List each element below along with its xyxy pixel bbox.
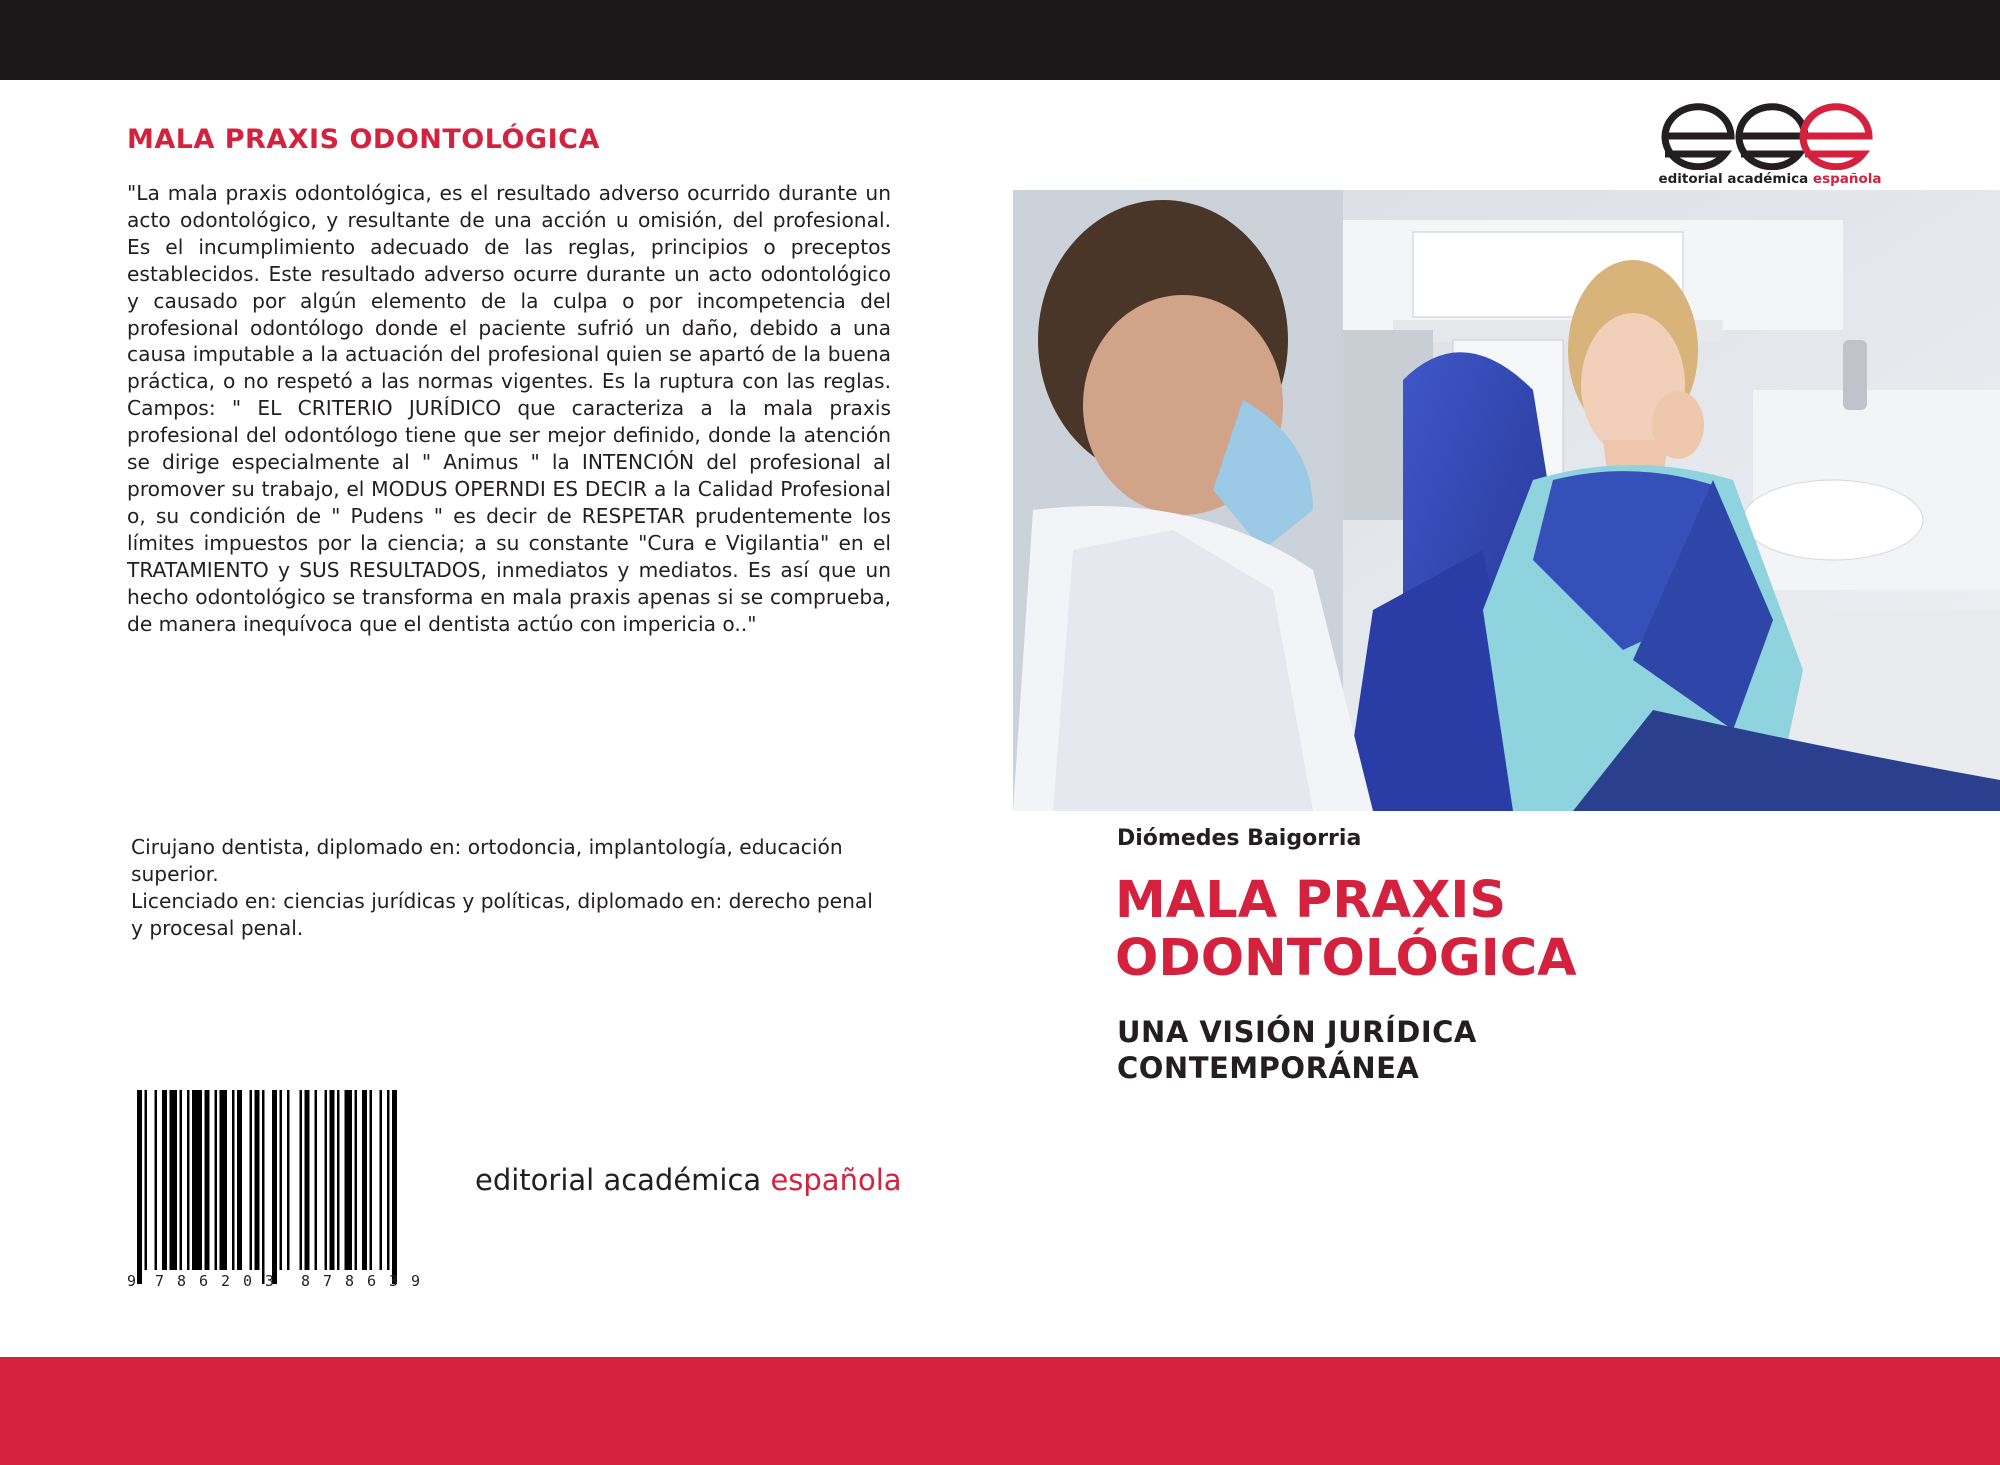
barcode-bar	[345, 1090, 353, 1270]
barcode-bar	[287, 1090, 290, 1270]
barcode-digit: 9	[411, 1272, 421, 1290]
barcode-digit: 2	[221, 1272, 231, 1290]
barcode-bar	[215, 1090, 218, 1270]
barcode-bar	[187, 1090, 190, 1270]
barcode-bar	[170, 1090, 178, 1270]
logo-caption-accent: española	[1812, 171, 1882, 187]
logo-caption	[1655, 171, 1885, 187]
barcode-digit: 0	[243, 1272, 253, 1290]
barcode-bar	[162, 1090, 167, 1270]
barcode-digit: 8	[177, 1272, 187, 1290]
barcode-digit: 8	[301, 1272, 311, 1290]
author-bio-line: Cirujano dentista, diplomado en: ortodoncia, implantología, educación superior.	[131, 835, 843, 886]
back-cover-blurb: "La mala praxis odontológica, es el resultado adverso ocurrido durante un acto odontológico, y resultante de una acción u omisión, del profesional. Es el incumplimiento adecuado de las reglas, principios o preceptos establecidos. Este resultado adverso ocurre durante un acto odontológico y causado por algún elemento de la culpa o por incompetencia del profesional odontólogo donde el paciente sufrió un daño, debido a una causa imputable a la actuación del profesional quien se apartó de la buena práctica, o no respetó a las normas vigentes. Es la ruptura con las reglas. Campos: " EL CRITERIO JURÍDICO que caracteriza a la mala praxis profesional del odontólogo tiene que ser mejor definido, donde la atención se dirige especialmente al " Animus " la INTENCIÓN del profesional al promover su trabajo, el MODUS OPERNDI ES DECIR a la Calidad Profesional o, su condición de " Pudens " es decir de RESPETAR prudentemente los límites impuestos por la ciencia; a su constante "Cura e Vigilantia" en el TRATAMIENTO y SUS RESULTADOS, inmediatos y mediatos. Es así que un hecho odontológico se transforma en mala praxis apenas si se comprueba, de manera inequívoca que el dentista actúo con impericia o.."	[127, 181, 891, 636]
book-title	[1115, 872, 1935, 988]
barcode-bar	[145, 1090, 148, 1270]
book-subtitle-line: UNA VISIÓN JURÍDICA	[1117, 1015, 1477, 1049]
barcode-digit: 7	[323, 1272, 333, 1290]
barcode-bar	[250, 1090, 253, 1270]
author-bio	[131, 834, 891, 942]
barcode-digits	[127, 1272, 420, 1290]
publisher-name	[475, 1163, 902, 1197]
barcode-bar	[192, 1090, 202, 1270]
barcode-bar	[180, 1090, 183, 1270]
publisher-logo	[1655, 96, 1885, 192]
dentist-patient-photo-icon	[1013, 190, 2000, 811]
barcode-bar	[237, 1090, 242, 1270]
book-title-line: ODONTOLÓGICA	[1115, 929, 1577, 988]
barcode-digit: 3	[389, 1272, 399, 1290]
isbn-barcode	[127, 1090, 457, 1290]
barcode-bar	[392, 1090, 397, 1284]
book-subtitle-line: CONTEMPORÁNEA	[1117, 1051, 1420, 1085]
barcode-digit: 8	[345, 1272, 355, 1290]
author-bio-line: Licenciado en: ciencias jurídicas y políticas, diplomado en: derecho penal y procesal penal.	[131, 889, 873, 940]
top-band	[0, 0, 2000, 80]
barcode-bar	[305, 1090, 310, 1270]
logo-caption-main: editorial académica	[1658, 171, 1813, 187]
author-name: Diómedes Baigorria	[1117, 826, 1362, 851]
barcode-digit: 6	[199, 1272, 209, 1290]
publisher-name-accent: española	[770, 1163, 902, 1197]
barcode-bar	[355, 1090, 358, 1270]
barcode-bar	[272, 1090, 277, 1284]
eae-logo-icon	[1655, 96, 1885, 170]
barcode-bar	[337, 1090, 340, 1270]
barcode-bar	[232, 1090, 235, 1270]
barcode-bar	[370, 1090, 373, 1270]
book-subtitle	[1117, 1014, 1937, 1086]
barcode-bar	[315, 1090, 318, 1270]
barcode-bar	[205, 1090, 210, 1270]
barcode-bar	[362, 1090, 367, 1270]
barcode-bars	[137, 1090, 397, 1284]
barcode-bar	[330, 1090, 335, 1270]
barcode-bar	[380, 1090, 383, 1270]
cover-photo	[1013, 190, 2000, 811]
barcode-bar	[220, 1090, 228, 1270]
barcode-bar	[255, 1090, 260, 1270]
barcode-digit: 3	[265, 1272, 275, 1290]
barcode-bar	[137, 1090, 142, 1284]
barcode-bar	[280, 1090, 283, 1270]
barcode-bar	[155, 1090, 158, 1270]
barcode-bar	[325, 1090, 328, 1270]
barcode-digit: 7	[155, 1272, 165, 1290]
book-title-line: MALA PRAXIS	[1115, 871, 1507, 930]
back-cover-title: MALA PRAXIS ODONTOLÓGICA	[127, 124, 600, 155]
publisher-name-main: editorial académica	[475, 1163, 771, 1197]
barcode-bar	[387, 1090, 390, 1270]
bottom-band	[0, 1357, 2000, 1465]
barcode-digit: 6	[367, 1272, 377, 1290]
barcode-digit: 9	[127, 1272, 137, 1290]
barcode-bar	[300, 1090, 303, 1270]
barcode-bar	[262, 1090, 265, 1284]
